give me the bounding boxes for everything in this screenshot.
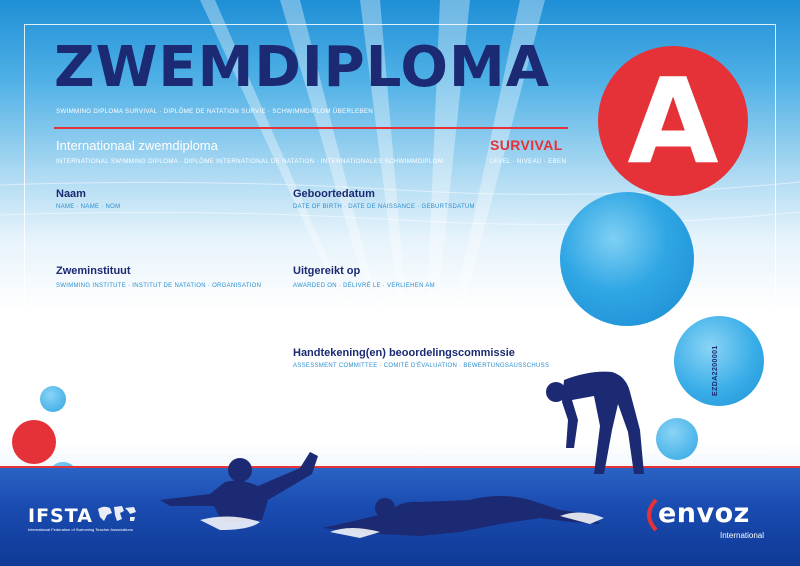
diploma-subtitle: Internationaal zwemdiploma [56, 138, 218, 153]
diploma-subtitle-translations: INTERNATIONAL SWIMMING DIPLOMA · DIPLÔME INTERNATIONAL DE NATATION · INTERNATIONALES SCHWIMMDIPLOM [56, 158, 444, 165]
field-issued-translations: AWARDED ON · DÉLIVRÉ LE · VERLIEHEN AM [293, 283, 435, 289]
diploma-title-translations: SWIMMING DIPLOMA SURVIVAL · DIPLÔME DE NATATION SURVIE · SCHWIMMDIPLOM ÜBERLEBEN [56, 108, 374, 115]
world-map-icon [96, 503, 138, 525]
field-birthdate-translations: DATE OF BIRTH · DATE DE NAISSANCE · GEBURTSDATUM [293, 204, 475, 210]
level-translations: LEVEL · NIVEAU · EBEN [490, 158, 567, 165]
envoz-arc-icon [640, 498, 660, 532]
envoz-logo-subtext: International [720, 531, 765, 540]
field-name-label: Naam [56, 188, 86, 200]
ifsta-full-name: International Federation of Swimming Teacher Associations [28, 527, 133, 532]
serial-number: EZDA2200001 [712, 345, 719, 396]
field-institute-label: Zweminstituut [56, 265, 131, 277]
level-badge-letter: A [627, 52, 719, 190]
field-name-translations: NAME · NAME · NOM [56, 204, 121, 210]
field-institute-translations: SWIMMING INSTITUTE · INSTITUT DE NATATION · ORGANISATION [56, 283, 262, 289]
waving-swimmer-silhouette [160, 452, 318, 522]
diving-swimmer-silhouette [546, 372, 644, 474]
envoz-logo-text: envoz [658, 498, 750, 529]
diploma-title: ZWEMDIPLOMA [54, 35, 551, 100]
field-issued-label: Uitgereikt op [293, 265, 361, 277]
field-signature-translations: ASSESSMENT COMMITTEE · COMITÉ D'ÉVALUATION · BEWERTUNGSAUSSCHUSS [293, 363, 550, 369]
ifsta-logo-text: IFSTA [28, 505, 93, 527]
field-birthdate-label: Geboortedatum [293, 188, 375, 200]
level-label: SURVIVAL [490, 137, 563, 153]
field-signature-label: Handtekening(en) beoordelingscommissie [293, 347, 515, 359]
